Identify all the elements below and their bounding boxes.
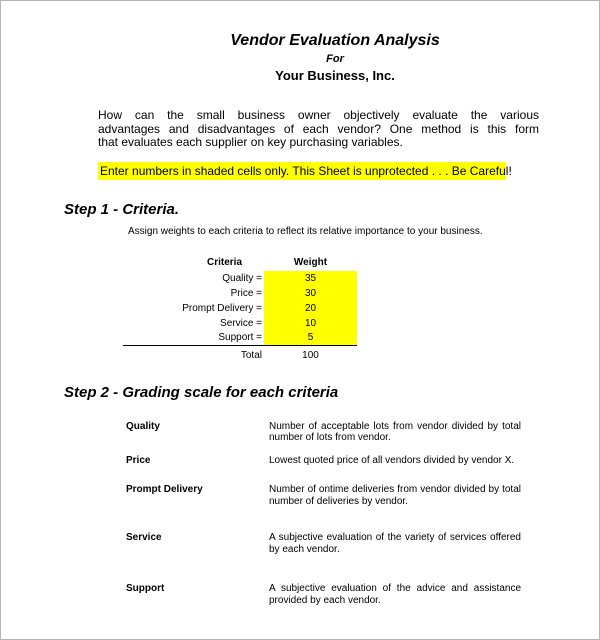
definition-row-support	[126, 583, 521, 606]
total-label: Total	[240, 349, 262, 361]
weight-input-cell[interactable]: 30	[264, 286, 357, 301]
criteria-row-prompt-delivery	[123, 301, 357, 316]
criteria-label: Service =	[220, 317, 262, 329]
total-row	[123, 346, 357, 362]
criteria-row-support	[123, 331, 357, 346]
grading-definitions	[126, 421, 521, 607]
warning-banner	[98, 165, 539, 178]
weight-input-cell[interactable]: 5	[264, 331, 357, 346]
criteria-label: Price =	[230, 287, 262, 299]
criteria-label: Quality =	[222, 272, 262, 284]
definition-description: Lowest quoted price of all vendors divided by vendor X.	[269, 454, 515, 466]
weight-input-cell[interactable]: 20	[264, 301, 357, 316]
criteria-column-header: Criteria	[206, 257, 242, 268]
step2-heading: Step 2 - Grading scale for each criteria	[64, 383, 339, 401]
definition-row-prompt-delivery	[126, 484, 521, 507]
definition-term: Price	[126, 454, 151, 466]
definition-description: A subjective evaluation of the advice and assistance provided by each vendor.	[269, 583, 521, 606]
definition-description: A subjective evaluation of the variety of services offered by each vendor.	[269, 532, 521, 555]
definition-description: Number of acceptable lots from vendor divided by total number of lots from vendor.	[269, 420, 521, 443]
warning-highlight: Enter numbers in shaded cells only. This Sheet is unprotected . . . Be Carefu	[100, 163, 506, 178]
intro-line: advantages and disadvantages of each vendor? One method is this form	[98, 121, 539, 136]
warning-tail: l!	[505, 163, 512, 178]
definition-term: Prompt Delivery	[126, 484, 203, 495]
criteria-label: Support =	[123, 331, 264, 346]
step1-instruction: Assign weights to each criteria to reflect its relative importance to your business.	[128, 225, 483, 237]
title-block	[131, 31, 539, 83]
weight-column-header: Weight	[293, 257, 328, 268]
definition-row-price	[126, 455, 521, 467]
criteria-row-quality	[123, 271, 357, 286]
definition-row-quality	[126, 421, 521, 444]
criteria-row-price	[123, 286, 357, 301]
table-header-row	[123, 255, 357, 271]
definition-term: Support	[126, 583, 165, 594]
definition-description: Number of ontime deliveries from vendor divided by total number of deliveries by vendor.	[269, 484, 521, 507]
definition-term: Quality	[126, 420, 160, 432]
document-subtitle: For	[326, 53, 344, 65]
company-name: Your Business, Inc.	[275, 68, 395, 83]
weights-table	[123, 255, 357, 362]
definition-term: Service	[126, 532, 162, 543]
weight-input-cell[interactable]: 10	[264, 316, 357, 331]
criteria-row-service	[123, 316, 357, 331]
intro-line: How can the small business owner objectively evaluate the various	[98, 108, 539, 122]
criteria-label: Prompt Delivery =	[182, 302, 262, 314]
weight-input-cell[interactable]: 35	[264, 271, 357, 286]
intro-paragraph	[98, 109, 539, 150]
step1-heading: Step 1 - Criteria.	[64, 200, 180, 218]
total-value: 100	[302, 349, 319, 361]
intro-line: that evaluates each supplier on key purchasing variables.	[98, 135, 403, 149]
definition-row-service	[126, 532, 521, 555]
document-title: Vendor Evaluation Analysis	[230, 32, 440, 49]
